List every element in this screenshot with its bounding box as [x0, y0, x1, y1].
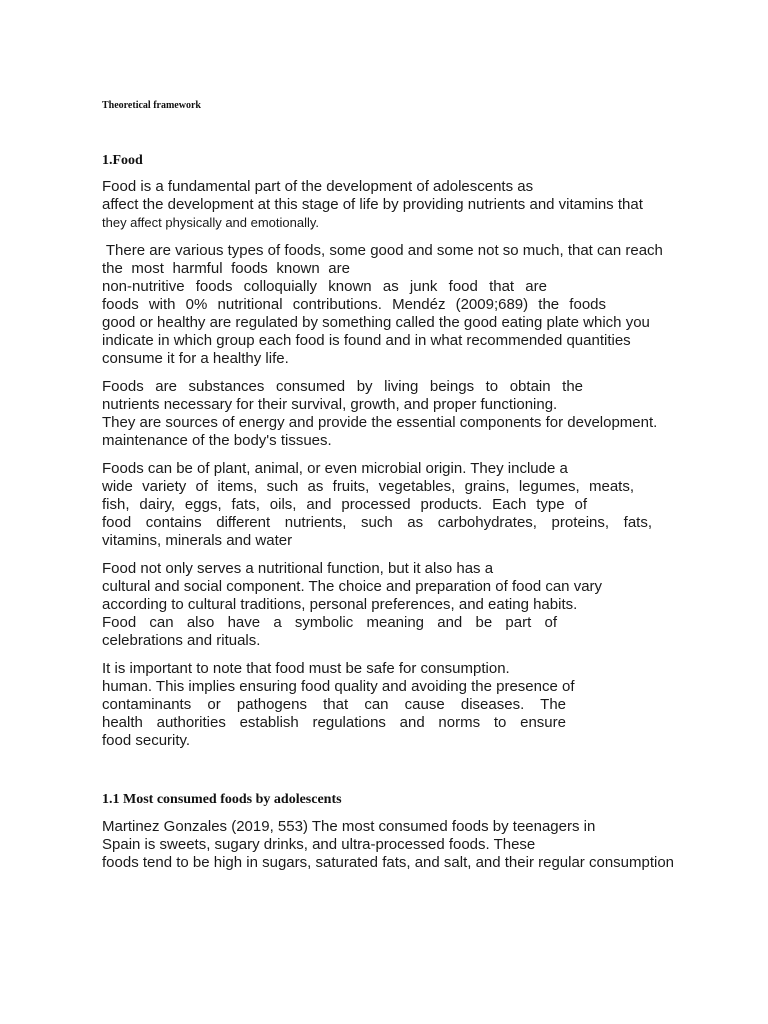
paragraph-line: nutrients necessary for their survival, growth, and proper functioning.	[102, 396, 558, 413]
paragraph-line: Foods are substances consumed by living beings to obtain the	[102, 378, 583, 395]
paragraph-line: cultural and social component. The choice and preparation of food can vary	[102, 578, 603, 595]
paragraph-line: There are various types of foods, some good and some not so much, that can reach	[102, 242, 663, 259]
paragraph-line: they affect physically and emotionally.	[102, 215, 320, 230]
paragraph-line: food contains different nutrients, such as carbohydrates, proteins, fats,	[102, 514, 652, 531]
paragraph-line: consume it for a healthy life.	[102, 350, 289, 367]
paragraph-line: according to cultural traditions, personal preferences, and eating habits.	[102, 596, 578, 613]
paragraph-line: It is important to note that food must be safe for consumption.	[102, 660, 510, 677]
paragraph-line: foods tend to be high in sugars, saturated fats, and salt, and their regular consumption	[102, 854, 675, 871]
paragraph-line: foods with 0% nutritional contributions. Mendéz (2009;689) the foods	[102, 296, 606, 313]
section-heading-food: 1.Food	[102, 153, 143, 168]
paragraph-line: Food not only serves a nutritional function, but it also has a	[102, 560, 494, 577]
paragraph-line: fish, dairy, eggs, fats, oils, and processed products. Each type of	[102, 496, 587, 513]
paragraph-line: Food can also have a symbolic meaning and be part of	[102, 614, 557, 631]
paragraph-line: They are sources of energy and provide the essential components for development.	[102, 414, 658, 431]
section-heading-adolescents: 1.1 Most consumed foods by adolescents	[102, 792, 342, 807]
paragraph-line: vitamins, minerals and water	[102, 532, 293, 549]
paragraph-line: contaminants or pathogens that can cause diseases. The	[102, 696, 566, 713]
paragraph-line: Foods can be of plant, animal, or even microbial origin. They include a	[102, 460, 568, 477]
paragraph-line: indicate in which group each food is found and in what recommended quantities	[102, 332, 631, 349]
document-title: Theoretical framework	[102, 100, 201, 111]
paragraph-line: Martinez Gonzales (2019, 553) The most consumed foods by teenagers in	[102, 818, 596, 835]
paragraph-line: human. This implies ensuring food quality and avoiding the presence of	[102, 678, 575, 695]
paragraph-line: the most harmful foods known are	[102, 260, 350, 277]
paragraph-line: Food is a fundamental part of the development of adolescents as	[102, 178, 534, 195]
paragraph-line: good or healthy are regulated by something called the good eating plate which you	[102, 314, 650, 331]
paragraph-line: health authorities establish regulations and norms to ensure	[102, 714, 566, 731]
paragraph-line: celebrations and rituals.	[102, 632, 261, 649]
paragraph-line: non-nutritive foods colloquially known as junk food that are	[102, 278, 547, 295]
paragraph-line: food security.	[102, 732, 191, 749]
paragraph-line: wide variety of items, such as fruits, vegetables, grains, legumes, meats,	[102, 478, 634, 495]
paragraph-line: Spain is sweets, sugary drinks, and ultra-processed foods. These	[102, 836, 536, 853]
paragraph-line: maintenance of the body's tissues.	[102, 432, 332, 449]
paragraph-line: affect the development at this stage of life by providing nutrients and vitamins that	[102, 196, 643, 213]
